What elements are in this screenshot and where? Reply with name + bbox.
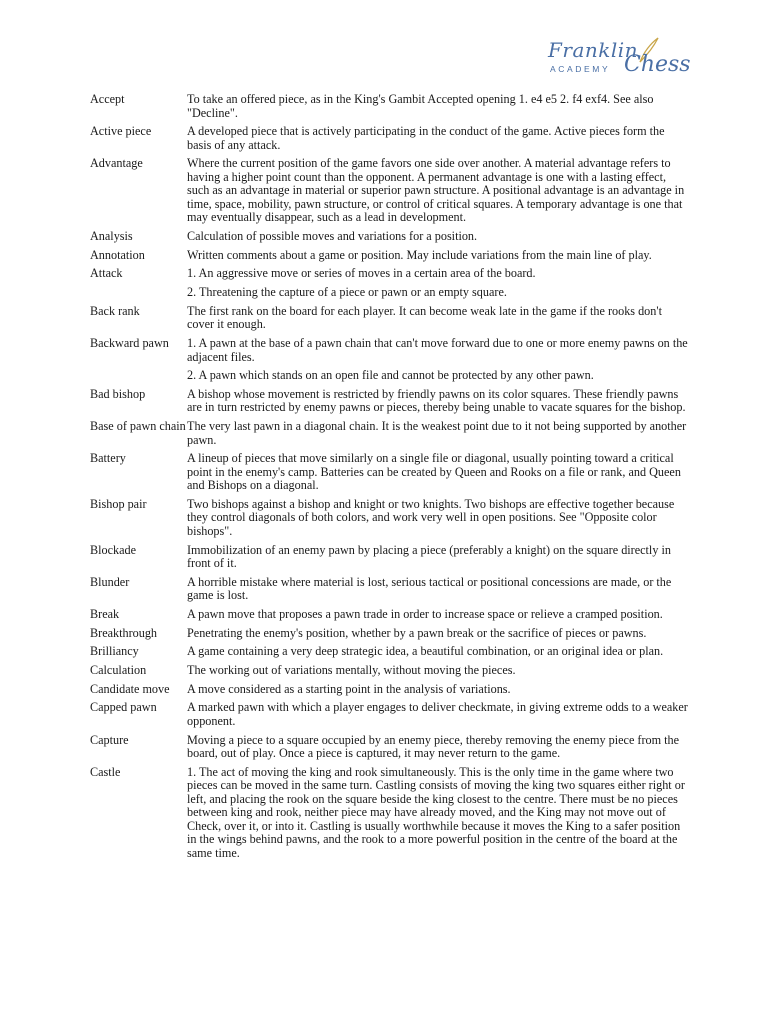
glossary-entry	[90, 125, 690, 152]
glossary-entry	[90, 93, 690, 120]
glossary-definitions	[187, 664, 690, 678]
glossary-definitions	[187, 683, 690, 697]
glossary-term: Capped pawn	[90, 700, 157, 715]
glossary-entry	[90, 230, 690, 244]
glossary-definition: 1. The act of moving the king and rook simultaneously. This is the only time in the game where two pieces can be moved in the same turn. Castling consists of moving the king two squares either right or left, and placing the rook on the square beside the king closest to the centre. There must be no pieces between king and rook, neither piece may have already moved, and the King may not move out of Check, over it, or into it. Castling is usually worthwhile because it moves the King to a safer position in the wings behind pawns, and the rook to a more powerful position in the centre of the board at the same time.	[187, 764, 685, 860]
glossary-term: Advantage	[90, 156, 143, 171]
glossary-definition: The first rank on the board for each player. It can become weak late in the game if the rooks don't cover it enough.	[187, 303, 662, 332]
franklin-academy-chess-logo	[540, 38, 690, 84]
glossary-definitions	[187, 766, 690, 861]
glossary-definition: Where the current position of the game favors one side over another. A material advantage refers to having a higher point count than the opponent. A permanent advantage is one with a lasting effect, such as an advantage in material or superior pawn structure. A positional advantage is an advantage in time, space, mobility, pawn structure, or control of critical squares. A temporary advantage is one that may eventually disappear, such as a lead in development.	[187, 156, 685, 225]
glossary-definition: 2. Threatening the capture of a piece or pawn or an empty square.	[187, 285, 507, 300]
glossary-entry	[90, 683, 690, 697]
glossary-definitions	[187, 608, 690, 622]
glossary-definition: Immobilization of an enemy pawn by placing a piece (preferably a knight) on the square directly in front of it.	[187, 542, 671, 571]
glossary-definition: 2. A pawn which stands on an open file and cannot be protected by any other pawn.	[187, 368, 594, 383]
glossary-term: Breakthrough	[90, 625, 158, 640]
glossary-definition: Penetrating the enemy's position, whether by a pawn break or the sacrifice of pieces or pawns.	[187, 625, 647, 640]
glossary-term: Brilliancy	[90, 644, 139, 659]
glossary-entry	[90, 305, 690, 332]
glossary-definition: A developed piece that is actively participating in the conduct of the game. Active pieces form the basis of any attack.	[187, 124, 665, 152]
glossary-term: Blunder	[90, 574, 130, 589]
glossary-entry	[90, 576, 690, 603]
glossary-definitions	[187, 452, 690, 493]
glossary-entry	[90, 544, 690, 571]
glossary-definition: Moving a piece to a square occupied by an enemy piece, thereby removing the enemy piece from the board, out of play. Once a piece is captured, it may never return to the game.	[187, 732, 680, 761]
glossary-entry	[90, 664, 690, 678]
glossary-entry	[90, 420, 690, 447]
glossary-term: Calculation	[90, 663, 147, 678]
glossary-list	[90, 93, 690, 866]
glossary-term: Candidate move	[90, 681, 170, 696]
glossary-definitions	[187, 125, 690, 152]
glossary-entry	[90, 267, 690, 299]
glossary-definition: The working out of variations mentally, without moving the pieces.	[187, 663, 516, 678]
glossary-definitions	[187, 249, 690, 263]
glossary-term: Attack	[90, 266, 123, 281]
glossary-definition: 1. An aggressive move or series of moves in a certain area of the board.	[187, 266, 536, 281]
glossary-entry	[90, 627, 690, 641]
glossary-definition: Calculation of possible moves and variations for a position.	[187, 229, 478, 244]
glossary-definitions	[187, 734, 690, 761]
glossary-term: Annotation	[90, 247, 145, 262]
glossary-definition: A bishop whose movement is restricted by friendly pawns on its color squares. These friendly pawns are in turn restricted by enemy pawns or pieces, thereby being unable to vacate squares for the bishop.	[187, 386, 686, 415]
glossary-entry	[90, 452, 690, 493]
logo-academy-text: ACADEMY	[550, 64, 611, 74]
glossary-term: Capture	[90, 732, 129, 747]
glossary-term: Break	[90, 607, 120, 621]
glossary-term: Backward pawn	[90, 336, 169, 350]
glossary-definitions	[187, 498, 690, 539]
glossary-definitions	[187, 576, 690, 603]
glossary-definition: Two bishops against a bishop and knight or two knights. Two bishops are effective together because they control diagonals of both colors, and work very well in open positions. See "Opposite color bishops".	[187, 496, 675, 538]
glossary-definitions	[187, 388, 690, 415]
glossary-term: Castle	[90, 764, 121, 779]
glossary-definitions	[187, 420, 690, 447]
glossary-entry	[90, 701, 690, 728]
glossary-definitions	[187, 701, 690, 728]
glossary-term: Accept	[90, 92, 125, 106]
glossary-definition: A move considered as a starting point in the analysis of variations.	[187, 681, 511, 696]
glossary-entry	[90, 608, 690, 622]
glossary-entry	[90, 337, 690, 383]
glossary-definitions	[187, 337, 690, 383]
glossary-entry	[90, 157, 690, 225]
glossary-entry	[90, 249, 690, 263]
glossary-term: Analysis	[90, 229, 133, 244]
glossary-definition: The very last pawn in a diagonal chain. It is the weakest point due to it not being supported by another pawn.	[187, 419, 687, 447]
glossary-definitions	[187, 627, 690, 641]
glossary-definition: A horrible mistake where material is lost, serious tactical or positional concessions are made, or the game is lost.	[187, 574, 672, 603]
glossary-term: Blockade	[90, 542, 137, 557]
glossary-term: Bad bishop	[90, 386, 146, 401]
glossary-definition: A lineup of pieces that move similarly on a single file or diagonal, usually pointing toward a critical point in the enemy's camp. Batteries can be created by Queen and Rooks on a file or rank, and Queen and Bishops on a diagonal.	[187, 451, 681, 493]
glossary-entry	[90, 766, 690, 861]
logo-franklin-text: Franklin	[548, 38, 639, 62]
glossary-term: Active piece	[90, 124, 152, 139]
logo-chess-text: Chess	[624, 52, 691, 77]
glossary-term: Battery	[90, 451, 126, 466]
glossary-definitions	[187, 230, 690, 244]
glossary-entry	[90, 645, 690, 659]
glossary-definitions	[187, 93, 690, 120]
glossary-definition: 1. A pawn at the base of a pawn chain that can't move forward due to one or more enemy pawns on the adjacent files.	[187, 336, 688, 364]
glossary-definition: A game containing a very deep strategic idea, a beautiful combination, or an original idea or plan.	[187, 644, 664, 659]
glossary-definition: To take an offered piece, as in the King's Gambit Accepted opening 1. e4 e5 2. f4 exf4. See also "Decline".	[187, 92, 654, 120]
glossary-definition: A marked pawn with which a player engages to deliver checkmate, in giving extreme odds to a weaker opponent.	[187, 700, 688, 728]
glossary-entry	[90, 498, 690, 539]
glossary-definitions	[187, 157, 690, 225]
glossary-definitions	[187, 267, 690, 299]
glossary-term: Base of pawn chain	[90, 419, 186, 434]
glossary-definitions	[187, 645, 690, 659]
glossary-definition: A pawn move that proposes a pawn trade in order to increase space or relieve a cramped position.	[187, 607, 663, 621]
glossary-term: Back rank	[90, 303, 140, 318]
glossary-definitions	[187, 305, 690, 332]
glossary-definition: Written comments about a game or position. May include variations from the main line of play.	[187, 247, 652, 262]
glossary-entry	[90, 734, 690, 761]
glossary-definitions	[187, 544, 690, 571]
glossary-term: Bishop pair	[90, 496, 147, 511]
glossary-entry	[90, 388, 690, 415]
